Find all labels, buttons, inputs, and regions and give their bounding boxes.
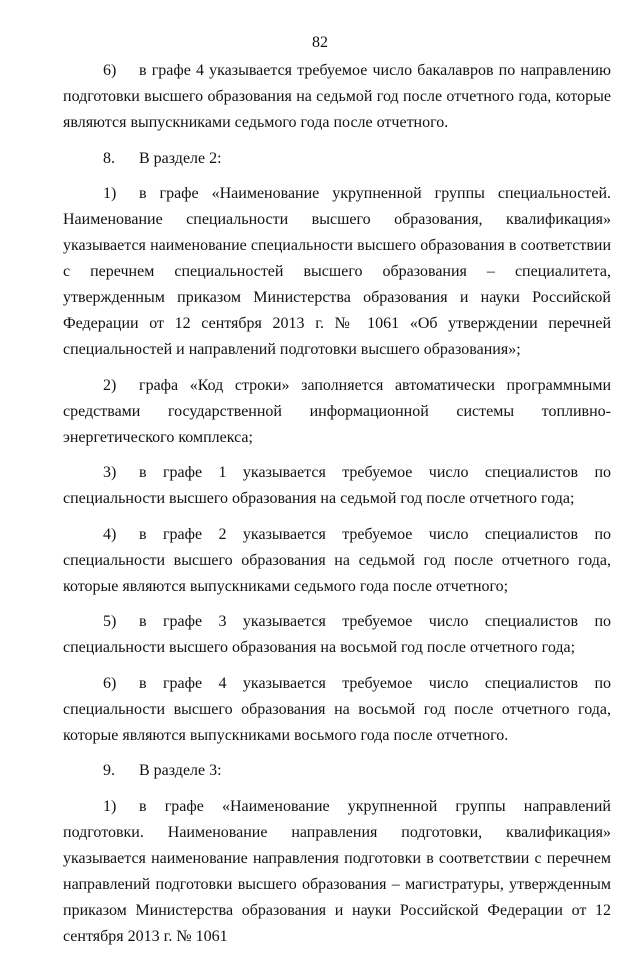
page-number: 82 bbox=[312, 34, 328, 51]
item-number: 4) bbox=[103, 525, 117, 543]
item-number: 5) bbox=[103, 613, 117, 630]
paragraph-text: В разделе 3: bbox=[139, 762, 222, 779]
paragraph-text: в графе 4 указывается требуемое число специалистов по специальности высшего образования на восьмой год после отчетного года, которые являются выпускниками восьмого года после отчетного. bbox=[63, 674, 611, 744]
paragraph-item-5-column-3 bbox=[63, 609, 611, 661]
item-number: 1) bbox=[103, 797, 117, 815]
paragraph-text: в графе «Наименование укрупненной группы специальностей. Наименование специальности высшего образования, квалификация» указывается наименование специальности высшего образования в соответствии с перечнем специальностей высшего образования – специалитета, утвержденным приказом Министерства образования и науки Российской Федерации от 12 сентября 2013 г. № 1061 «Об утверждении перечней специальностей и направлений подготовки высшего образования»; bbox=[63, 185, 611, 358]
paragraph-text: В разделе 2: bbox=[139, 149, 222, 167]
item-number: 6) bbox=[103, 62, 117, 79]
paragraph-text: в графе 2 указывается требуемое число специалистов по специальности высшего образования на седьмой год после отчетного года, которые являются выпускниками седьмого года после отчетного; bbox=[63, 525, 611, 595]
paragraph-text: в графе 1 указывается требуемое число специалистов по специальности высшего образования на седьмой год после отчетного года; bbox=[63, 464, 611, 507]
paragraph-text: в графе «Наименование укрупненной группы направлений подготовки. Наименование направления подготовки, квалификация» указывается наименование направления подготовки в соответствии с перечнем направлений подготовки высшего образования – магистратуры, утвержденным приказом Министерства образования и науки Российской Федерации от 12 сентября 2013 г. № 1061 bbox=[63, 797, 611, 945]
paragraph-item-6-column-4 bbox=[63, 671, 611, 749]
section-2-heading bbox=[63, 146, 611, 172]
item-number: 3) bbox=[103, 464, 117, 481]
section-3-heading bbox=[63, 758, 611, 784]
paragraph-item-4-column-2 bbox=[63, 522, 611, 600]
paragraph-text: графа «Код строки» заполняется автоматически программными средствами государственной информационной системы топливно-энергетического комплекса; bbox=[63, 376, 611, 446]
paragraph-item-2-row-code bbox=[63, 373, 611, 451]
item-number: 2) bbox=[103, 376, 117, 394]
paragraph-item-1-specialties bbox=[63, 181, 611, 363]
paragraph-item-1-directions bbox=[63, 794, 611, 950]
item-number: 8. bbox=[103, 149, 115, 167]
item-number: 1) bbox=[103, 185, 117, 202]
paragraph-text: в графе 3 указывается требуемое число специалистов по специальности высшего образования на восьмой год после отчетного года; bbox=[63, 613, 611, 656]
paragraph-item-3-column-1 bbox=[63, 460, 611, 512]
paragraph-text: в графе 4 указывается требуемое число бакалавров по направлению подготовки высшего образования на седьмой год после отчетного года, которые являются выпускниками седьмого года после отчетного. bbox=[63, 62, 611, 131]
document-body bbox=[63, 58, 611, 959]
item-number: 6) bbox=[103, 674, 117, 692]
item-number: 9. bbox=[103, 762, 115, 779]
paragraph-item-6-bachelors bbox=[63, 58, 611, 136]
